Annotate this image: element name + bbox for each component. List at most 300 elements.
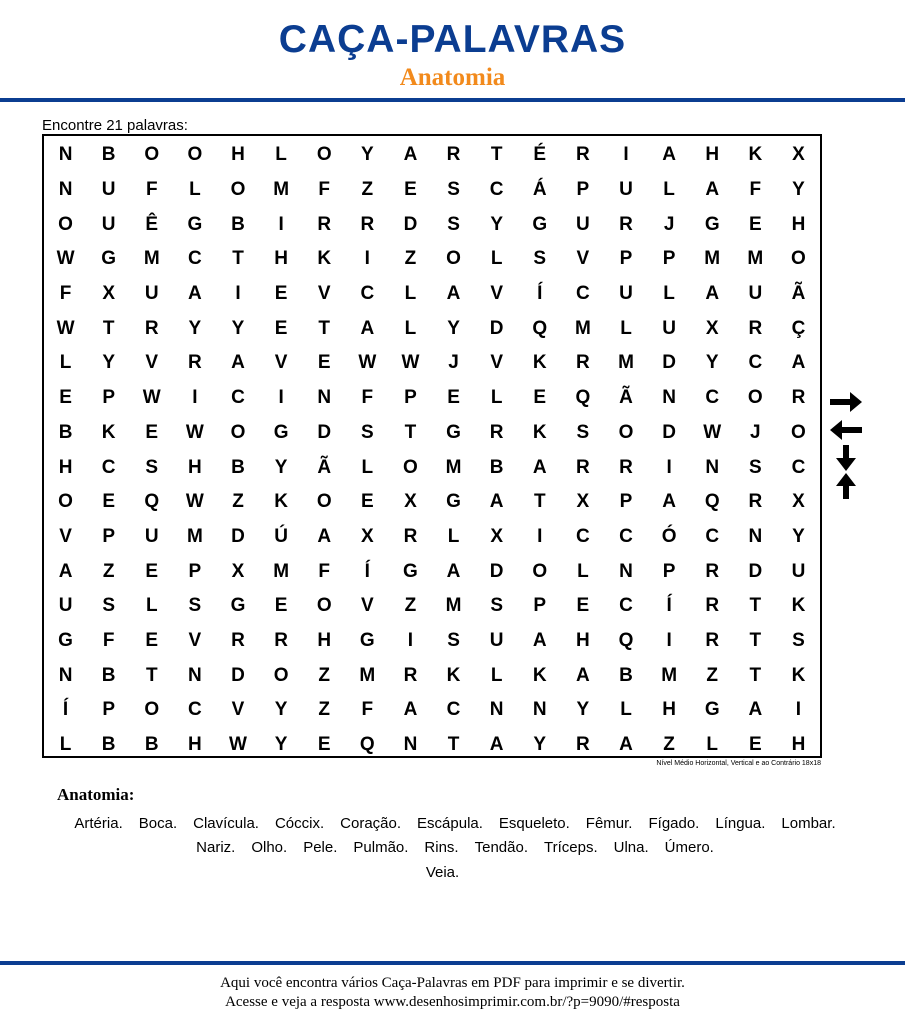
grid-letter: O (446, 248, 461, 270)
grid-letter: Q (359, 734, 375, 756)
grid-letter: L (404, 283, 417, 305)
grid-letter: U (489, 629, 504, 651)
grid-letter: X (792, 144, 805, 166)
grid-letter: R (576, 734, 590, 756)
grid-letter: Ó (661, 525, 677, 547)
grid-letter: R (705, 629, 720, 651)
grid-letter: B (144, 734, 159, 756)
grid-letter: O (187, 144, 203, 166)
grid-letter: O (144, 699, 160, 721)
grid-letter: R (705, 560, 720, 582)
grid-letter: O (316, 144, 332, 166)
grid-letter: R (576, 456, 590, 478)
grid-letter: S (792, 629, 805, 651)
arrow-up-icon (828, 472, 864, 500)
word-item: Olho. (251, 839, 288, 856)
grid-letter: Q (144, 491, 160, 513)
grid-letter: G (230, 595, 246, 617)
footer-divider (0, 961, 905, 965)
grid-letter: E (145, 560, 159, 582)
grid-letter: S (447, 179, 460, 201)
grid-letter: V (490, 352, 503, 374)
grid-letter: Y (274, 734, 288, 756)
grid-letter: O (58, 213, 73, 235)
grid-letter: H (705, 144, 720, 166)
word-item: Boca. (138, 815, 178, 832)
grid-letter: P (533, 595, 547, 617)
grid-letter: A (360, 317, 375, 339)
grid-letter: T (533, 491, 546, 513)
grid-letter: U (144, 283, 159, 305)
grid-letter: P (102, 387, 115, 409)
grid-letter: D (489, 560, 504, 582)
word-item: Clavícula. (193, 815, 259, 832)
grid-letter: Z (232, 491, 244, 513)
grid-letter: E (404, 179, 417, 201)
grid-letter: S (576, 421, 590, 443)
grid-letter: Y (274, 456, 288, 478)
grid-letter: C (619, 595, 633, 617)
grid-letter: L (145, 595, 158, 617)
grid-letter: D (231, 664, 245, 686)
grid-letter: C (231, 387, 245, 409)
grid-letter: R (231, 629, 245, 651)
grid-letter: G (704, 699, 720, 721)
grid-letter: E (102, 491, 115, 513)
grid-letter: U (58, 595, 73, 617)
grid-letter: C (748, 352, 763, 374)
word-item: Pulmão. (353, 839, 409, 856)
grid-letter: T (102, 317, 115, 339)
grid-letter: Ú (274, 525, 288, 547)
grid-letter: R (403, 664, 418, 686)
grid-letter: Y (274, 699, 288, 721)
grid-letter: R (791, 387, 806, 409)
grid-letter: N (58, 144, 73, 166)
grid-letter: R (360, 213, 375, 235)
grid-letter: N (489, 699, 504, 721)
grid-letter: Z (102, 560, 115, 582)
grid-letter: J (448, 352, 459, 374)
grid-letter: Y (490, 213, 503, 235)
word-item: Tendão. (474, 839, 528, 856)
grid-letter: K (446, 664, 461, 686)
grid-letter: Q (532, 317, 548, 339)
grid-letter: H (576, 629, 590, 651)
grid-letter: F (59, 283, 72, 305)
grid-letter: L (490, 387, 503, 409)
grid-letter: M (273, 560, 290, 582)
grid-letter: V (360, 595, 374, 617)
grid-letter: B (101, 144, 116, 166)
grid-letter: L (189, 179, 201, 201)
grid-letter: C (188, 248, 202, 270)
grid-letter: N (188, 664, 202, 686)
grid-letter: U (791, 560, 806, 582)
grid-letter: T (447, 734, 460, 756)
grid-letter: S (447, 629, 460, 651)
grid-letter: C (576, 283, 590, 305)
grid-letter: U (619, 179, 633, 201)
grid-letter: W (56, 248, 75, 270)
grid-letter: A (489, 491, 504, 513)
grid-letter: L (577, 560, 589, 582)
word-item: Cóccix. (274, 815, 325, 832)
grid-letter: N (58, 664, 73, 686)
grid-letter: V (188, 629, 202, 651)
grid-letter: R (619, 213, 633, 235)
grid-letter: S (145, 456, 159, 478)
grid-letter: A (403, 144, 418, 166)
grid-letter: R (489, 421, 504, 443)
word-item: Veia. (425, 864, 460, 881)
grid-letter: G (359, 629, 375, 651)
arrow-right-icon (828, 388, 864, 416)
grid-letter: H (231, 144, 245, 166)
grid-letter: P (662, 248, 676, 270)
grid-letter: A (705, 179, 720, 201)
grid-letter: G (101, 248, 117, 270)
grid-letter: V (145, 352, 159, 374)
grid-letter: N (619, 560, 633, 582)
grid-letter: P (619, 248, 633, 270)
grid-letter: Y (447, 317, 460, 339)
grid-letter: M (186, 525, 203, 547)
grid-letter: F (102, 629, 115, 651)
grid-letter: C (101, 456, 116, 478)
grid-letter: W (56, 317, 75, 339)
grid-letter: R (144, 317, 159, 339)
grid-letter: B (58, 421, 73, 443)
grid-letter: L (490, 248, 503, 270)
grid-letter: L (447, 525, 460, 547)
grid-letter: F (145, 179, 158, 201)
grid-letter: Z (318, 699, 331, 721)
word-item: Nariz. (196, 839, 236, 856)
grid-letter: I (407, 629, 414, 651)
grid-letter: E (274, 283, 288, 305)
grid-letter: Z (663, 734, 675, 756)
grid-letter: U (662, 317, 676, 339)
grid-letter: G (704, 213, 720, 235)
grid-letter: Z (706, 664, 719, 686)
arrow-down-icon (828, 444, 864, 472)
grid-letter: Y (533, 734, 547, 756)
grid-letter: K (791, 664, 806, 686)
grid-letter: M (273, 179, 290, 201)
grid-letter: H (791, 734, 806, 756)
grid-letter: H (791, 213, 806, 235)
word-item: Rins. (424, 839, 459, 856)
grid-letter: D (662, 352, 676, 374)
grid-letter: T (404, 421, 417, 443)
grid-letter: D (317, 421, 332, 443)
grid-letter: U (748, 283, 763, 305)
grid-letter: T (749, 595, 762, 617)
grid-letter: D (231, 525, 245, 547)
grid-letter: E (274, 595, 288, 617)
grid-letter: C (360, 283, 375, 305)
grid-letter: R (576, 352, 590, 374)
grid-letter: S (102, 595, 115, 617)
grid-letter: M (704, 248, 721, 270)
grid-letter: L (620, 317, 632, 339)
grid-letter: T (490, 144, 503, 166)
grid-letter: N (662, 387, 676, 409)
word-item: Esqueleto. (498, 815, 570, 832)
grid-letter: Q (575, 387, 591, 409)
grid-letter: T (145, 664, 158, 686)
grid-letter: A (446, 283, 461, 305)
grid-letter: B (619, 664, 633, 686)
grid-letter: B (101, 734, 116, 756)
grid-letter: N (403, 734, 418, 756)
grid-letter: W (401, 352, 420, 374)
grid-letter: U (576, 213, 590, 235)
grid-letter: N (748, 525, 763, 547)
grid-letter: H (274, 248, 288, 270)
grid-letter: P (102, 699, 115, 721)
grid-letter: D (662, 421, 676, 443)
grid-letter: K (274, 491, 288, 513)
grid-letter: S (490, 595, 503, 617)
grid-letter: B (231, 213, 245, 235)
grid-letter: Z (404, 248, 417, 270)
grid-letter: A (576, 664, 590, 686)
grid-letter: A (188, 283, 202, 305)
grid-letter: P (102, 525, 115, 547)
grid-letter: S (188, 595, 202, 617)
word-item: Fígado. (648, 815, 700, 832)
grid-letter: S (748, 456, 762, 478)
grid-letter: A (532, 456, 547, 478)
grid-letter: K (317, 248, 332, 270)
grid-letter: L (361, 456, 374, 478)
word-search-grid (44, 138, 820, 762)
grid-letter: X (792, 491, 805, 513)
grid-letter: I (666, 456, 672, 478)
grid-letter: K (532, 421, 547, 443)
grid-letter: O (791, 421, 806, 443)
grid-letter: H (188, 734, 202, 756)
grid-letter: X (490, 525, 503, 547)
grid-letter: L (706, 734, 719, 756)
arrow-left-icon (828, 416, 864, 444)
grid-letter: V (59, 525, 72, 547)
grid-letter: R (446, 144, 461, 166)
grid-letter: S (447, 213, 460, 235)
grid-letter: O (144, 144, 160, 166)
grid-letter: A (532, 629, 547, 651)
grid-letter: H (662, 699, 676, 721)
grid-letter: Y (231, 317, 245, 339)
grid-letter: D (489, 317, 504, 339)
word-search-grid-frame (42, 134, 822, 758)
word-list-last-line (0, 864, 885, 881)
grid-letter: V (231, 699, 245, 721)
grid-letter: U (144, 525, 159, 547)
grid-letter: E (145, 629, 159, 651)
grid-letter: K (748, 144, 763, 166)
grid-letter: A (489, 734, 504, 756)
grid-letter: S (533, 248, 547, 270)
grid-letter: R (705, 595, 720, 617)
grid-letter: T (749, 629, 762, 651)
grid-letter: C (446, 699, 461, 721)
footer-text: Aqui você encontra vários Caça-Palavras em PDF para imprimir e se divertir. (220, 975, 685, 991)
grid-letter: Q (704, 491, 720, 513)
level-note: Nível Médio Horizontal, Vertical e ao Contrário 18x18 (656, 760, 821, 767)
grid-letter: J (663, 213, 675, 235)
grid-letter: Z (404, 595, 417, 617)
grid-letter: O (618, 421, 634, 443)
grid-letter: M (143, 248, 160, 270)
grid-letter: N (705, 456, 720, 478)
grid-letter: A (619, 734, 633, 756)
grid-letter: M (359, 664, 376, 686)
grid-letter: V (490, 283, 503, 305)
direction-legend (828, 388, 864, 500)
grid-letter: O (273, 664, 289, 686)
grid-letter: F (361, 387, 374, 409)
grid-letter: B (101, 664, 116, 686)
grid-letter: Í (364, 560, 370, 582)
grid-letter: V (274, 352, 288, 374)
grid-letter: É (533, 144, 547, 166)
grid-letter: U (101, 179, 116, 201)
grid-letter: G (273, 421, 289, 443)
grid-letter: E (274, 317, 288, 339)
word-item: Artéria. (74, 815, 123, 832)
grid-letter: P (576, 179, 590, 201)
grid-letter: L (404, 317, 417, 339)
grid-letter: N (532, 699, 547, 721)
grid-letter: P (662, 560, 676, 582)
grid-letter: Ã (791, 283, 806, 305)
word-list-heading: Anatomia: (57, 785, 135, 804)
grid-letter: V (576, 248, 590, 270)
grid-letter: M (661, 664, 678, 686)
grid-letter: I (537, 525, 543, 547)
grid-letter: E (145, 421, 159, 443)
grid-letter: M (747, 248, 764, 270)
grid-letter: Z (318, 664, 331, 686)
grid-letter: B (231, 456, 245, 478)
grid-letter: T (749, 664, 762, 686)
grid-letter: X (576, 491, 590, 513)
grid-letter: P (619, 491, 633, 513)
grid-letter: E (748, 213, 762, 235)
grid-letter: E (447, 387, 460, 409)
grid-letter: G (446, 421, 461, 443)
grid-letter: Y (792, 525, 805, 547)
grid-letter: X (231, 560, 245, 582)
grid-letter: W (229, 734, 247, 756)
grid-letter: Í (62, 699, 69, 721)
grid-letter: M (618, 352, 634, 374)
grid-letter: C (705, 525, 720, 547)
grid-letter: X (404, 491, 417, 513)
grid-letter: U (619, 283, 633, 305)
grid-letter: Y (792, 179, 805, 201)
word-item: Língua. (715, 815, 766, 832)
grid-letter: T (318, 317, 331, 339)
grid-letter: O (230, 179, 246, 201)
grid-letter: A (791, 352, 806, 374)
grid-letter: A (317, 525, 332, 547)
grid-letter: M (574, 317, 591, 339)
grid-letter: A (662, 144, 676, 166)
grid-letter: O (403, 456, 418, 478)
grid-letter: R (619, 456, 633, 478)
grid-letter: P (188, 560, 202, 582)
grid-letter: D (403, 213, 418, 235)
grid-letter: O (791, 248, 806, 270)
grid-letter: B (489, 456, 504, 478)
grid-letter: I (192, 387, 198, 409)
page-subtitle: Anatomia (399, 64, 506, 91)
word-item: Escápula. (417, 815, 483, 832)
grid-letter: D (748, 560, 763, 582)
grid-letter: Y (102, 352, 115, 374)
grid-letter: G (532, 213, 548, 235)
grid-letter: I (278, 387, 284, 409)
grid-letter: Y (576, 699, 590, 721)
grid-letter: C (576, 525, 590, 547)
grid-letter: C (489, 179, 504, 201)
grid-letter: S (360, 421, 374, 443)
grid-letter: Ã (619, 387, 633, 409)
word-item: Tríceps. (544, 839, 598, 856)
grid-letter: R (317, 213, 332, 235)
grid-letter: M (445, 595, 462, 617)
grid-letter: R (748, 317, 763, 339)
grid-letter: W (185, 491, 204, 513)
grid-letter: J (750, 421, 761, 443)
grid-letter: X (102, 283, 115, 305)
grid-letter: C (791, 456, 806, 478)
grid-letter: M (445, 456, 462, 478)
grid-letter: W (142, 387, 161, 409)
footer-link-text: Acesse e veja a resposta www.desenhosimprimir.com.br/?p=9090/#resposta (225, 994, 680, 1010)
grid-letter: E (59, 387, 72, 409)
grid-letter: R (188, 352, 202, 374)
grid-letter: E (317, 734, 331, 756)
grid-letter: Ê (145, 213, 159, 235)
grid-letter: F (318, 560, 331, 582)
grid-letter: I (666, 629, 672, 651)
grid-letter: F (318, 179, 331, 201)
grid-letter: L (275, 144, 287, 166)
instruction-text: Encontre 21 palavras: (42, 117, 188, 134)
grid-letter: N (58, 179, 73, 201)
word-item: Úmero. (664, 839, 714, 856)
grid-letter: K (101, 421, 116, 443)
grid-letter: W (703, 421, 722, 443)
header-divider (0, 98, 905, 102)
grid-letter: Ç (791, 317, 806, 339)
grid-letter: P (404, 387, 417, 409)
grid-letter: Í (666, 595, 672, 617)
grid-letter: Á (532, 179, 547, 201)
grid-letter: A (58, 560, 73, 582)
grid-letter: O (316, 595, 332, 617)
grid-letter: A (446, 560, 461, 582)
grid-letter: I (278, 213, 284, 235)
grid-letter: E (317, 352, 331, 374)
grid-letter: I (364, 248, 370, 270)
grid-letter: L (663, 179, 675, 201)
